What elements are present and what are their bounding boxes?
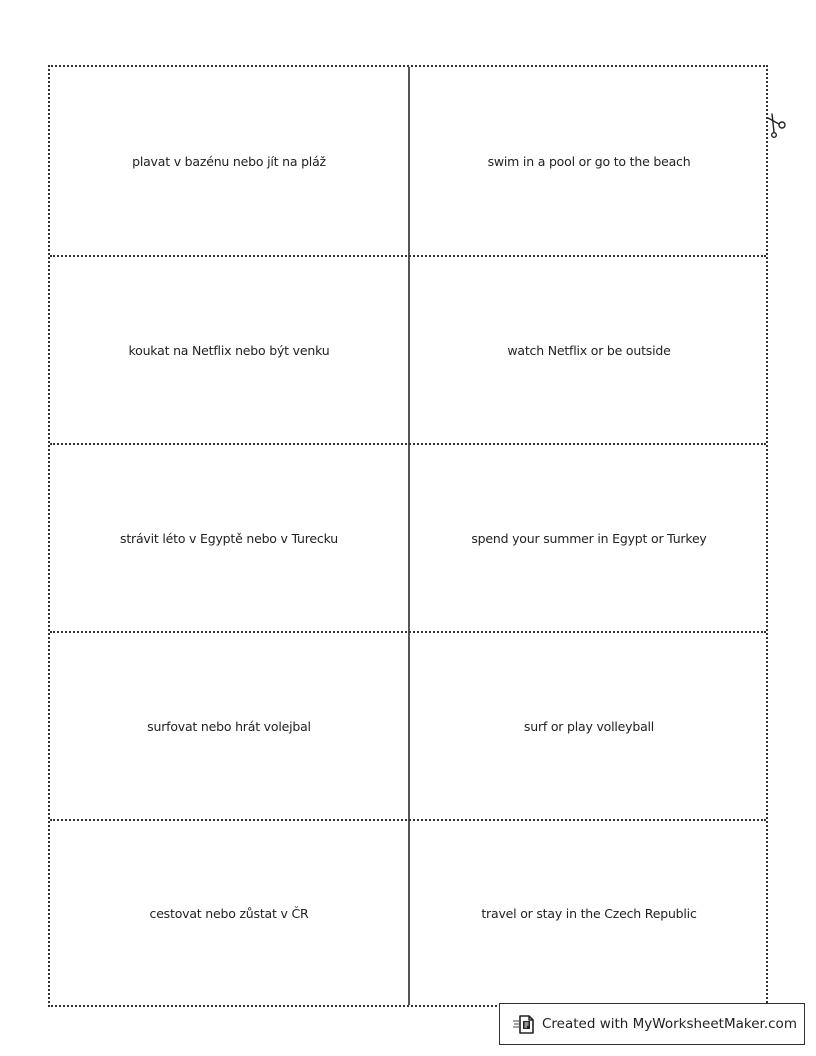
card-back-5: travel or stay in the Czech Republic <box>481 905 697 921</box>
card-front-4: surfovat nebo hrát volejbal <box>147 718 311 734</box>
scissors-icon <box>765 112 787 138</box>
card-row-4 <box>50 631 766 819</box>
card-row-5 <box>50 819 766 1005</box>
credit-text: Created with MyWorksheetMaker.com <box>542 1016 797 1032</box>
card-back-2: watch Netflix or be outside <box>507 342 671 358</box>
card-row-3 <box>50 443 766 631</box>
credit-badge <box>499 1003 805 1045</box>
card-back-3: spend your summer in Egypt or Turkey <box>471 530 707 546</box>
card-front-2: koukat na Netflix nebo být venku <box>128 342 330 358</box>
card-back-1: swim in a pool or go to the beach <box>487 153 691 169</box>
card-front-5: cestovat nebo zůstat v ČR <box>149 905 309 921</box>
card-row-2 <box>50 255 766 443</box>
card-back-4: surf or play volleyball <box>523 718 655 734</box>
card-front-3: strávit léto v Egyptě nebo v Turecku <box>120 530 338 546</box>
card-front-1: plavat v bazénu nebo jít na pláž <box>132 153 326 169</box>
myworksheetmaker-logo-icon <box>512 1012 536 1036</box>
card-row-1 <box>50 67 766 255</box>
flashcard-sheet <box>48 65 768 1007</box>
